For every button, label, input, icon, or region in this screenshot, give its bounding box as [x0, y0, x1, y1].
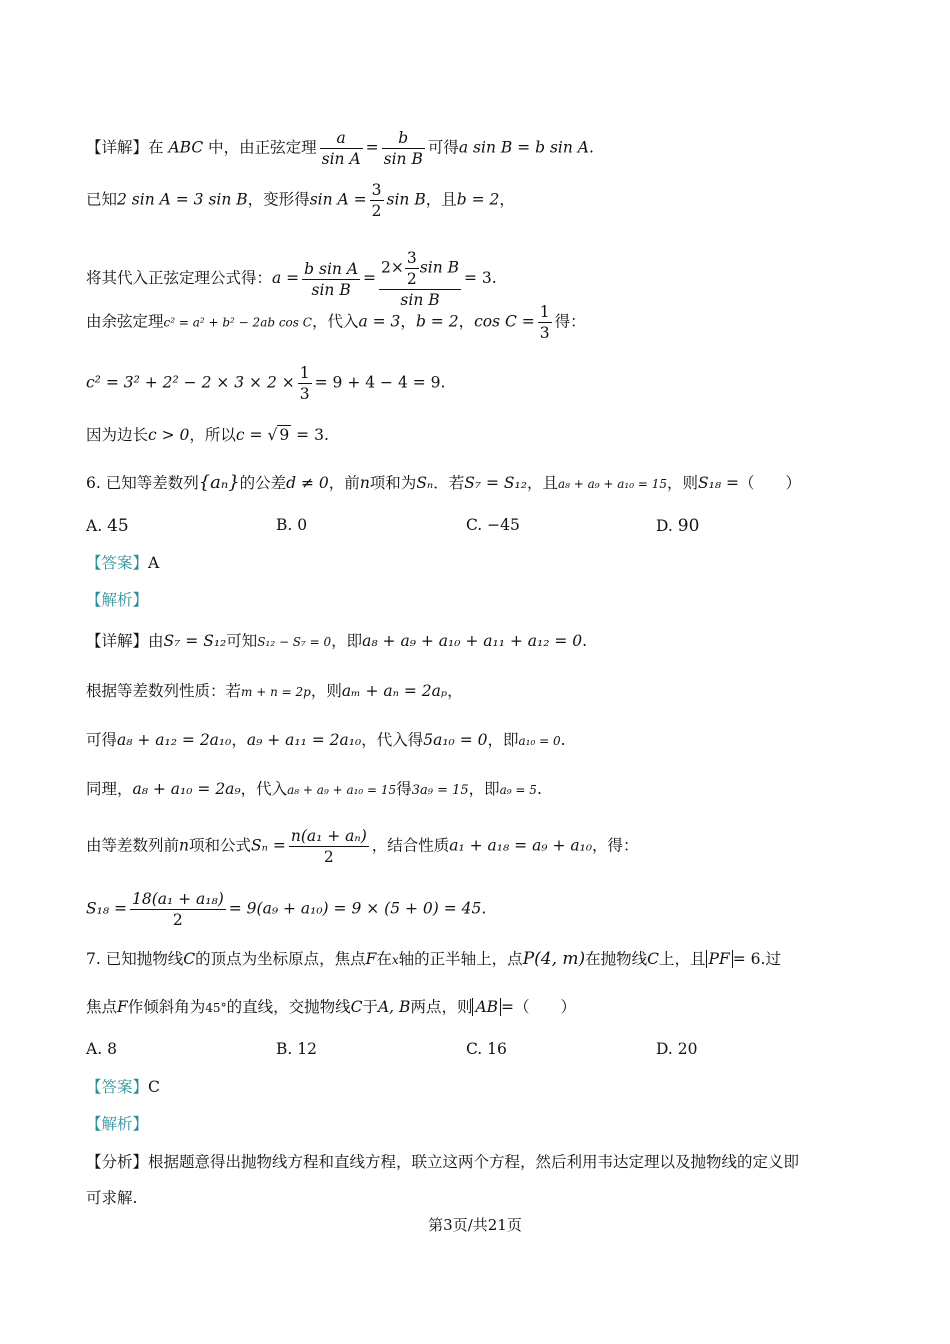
fraction-sn: $\frac{\text{n(a₁ + aₙ)}}{2}$ [290, 827, 367, 866]
detail-line-4: 由余弦定理c² = a² + b² − 2ab cos C，代入a = 3，b = 2，cos C = $\frac{1}{3}$ 得： [86, 303, 586, 342]
fraction-1-3: $\frac{1}{3}$ [299, 364, 310, 403]
q6-option-d: D. 90 [656, 516, 700, 536]
equation: a sin B = b sin A [458, 138, 589, 157]
q6-detail-2: 根据等差数列性质：若m + n = 2p，则aₘ + aₙ = 2aₚ， [86, 682, 463, 700]
fraction-s18: $\frac{\text{18(a₁ + a₁₈)}}{2}$ [131, 890, 224, 929]
triangle-name: ABC [168, 138, 204, 157]
q6-detail-3: 可得a₈ + a₁₂ = 2a₁₀，a₉ + a₁₁ = 2a₁₀，代入得5a₁₀ = 0，即a₁₀ = 0. [86, 731, 566, 749]
detail-line-2: 已知2 sin A = 3 sin B，变形得sin A = $\frac{3}{2}$ sin B，且b = 2， [86, 181, 515, 220]
fraction-b-sinB: $\frac{b}{\text{sin B}}$ [383, 129, 423, 168]
detail-label: 【详解】 [86, 138, 149, 157]
q6-answer: 【答案】A [86, 554, 160, 572]
abs-pf: PF [706, 950, 733, 968]
q7-analysis-text-2: 可求解. [86, 1189, 138, 1207]
q6-analysis-label: 【解析】 [86, 591, 149, 609]
detail-line-1: 【详解】在 ABC 中，由正弦定理 $\frac{a}{\text{sin A}}$ = $\frac{b}{\text{sin B}}$ 可得a sin B = b sin A. [86, 129, 594, 168]
fraction-a-sinA: $\frac{a}{\text{sin A}}$ [321, 129, 361, 168]
fraction-bsinA-sinB: $\frac{\text{b sin A}}{\text{sin B}}$ [304, 259, 359, 299]
q6-option-a: A. 45 [86, 516, 129, 536]
page-footer: 第3页/共21页 [428, 1216, 522, 1234]
q7-analysis-label: 【解析】 [86, 1115, 149, 1133]
fraction-1-3: $\frac{1}{3}$ [539, 303, 550, 342]
q7-stem-line-2: 焦点F作倾斜角为45°的直线，交抛物线C于A, B两点，则 AB =（ ） [86, 998, 577, 1016]
q7-answer: 【答案】C [86, 1078, 160, 1096]
abs-ab: AB [472, 998, 501, 1016]
q7-stem-line-1: 7. 已知抛物线C的顶点为坐标原点，焦点F在x轴的正半轴上，点P(4, m)在抛物线C上，且 PF = 6.过 [86, 949, 781, 969]
q7-analysis-text-1: 【分析】根据题意得出抛物线方程和直线方程，联立这两个方程，然后利用韦达定理以及抛物线的定义即 [86, 1153, 800, 1171]
sqrt-9: 9 [279, 426, 290, 444]
fraction-3-2: $\frac{3}{2}$ [371, 181, 382, 220]
q6-option-c: C. −45 [466, 516, 520, 534]
detail-line-6: 因为边长c > 0，所以c = √ 9 = 3. [86, 426, 329, 444]
q7-option-b: B. 12 [276, 1040, 317, 1058]
q6-detail-4: 同理，a₈ + a₁₀ = 2a₉，代入a₈ + a₉ + a₁₀ = 15得3a₉ = 15，即a₉ = 5. [86, 780, 542, 798]
q6-detail-6: S₁₈ = $\frac{\text{18(a₁ + a₁₈)}}{2}$ = 9(a₉ + a₁₀) = 9 × (5 + 0) = 45. [86, 890, 487, 929]
q6-detail-1: 【详解】由S₇ = S₁₂可知S₁₂ − S₇ = 0，即a₈ + a₉ + a₁₀ + a₁₁ + a₁₂ = 0. [86, 632, 588, 650]
detail-line-5: c² = 3² + 2² − 2 × 3 × 2 × $\frac{1}{3}$ = 9 + 4 − 4 = 9. [86, 364, 446, 403]
q7-option-d: D. 20 [656, 1040, 698, 1058]
fraction-compound: 2× $\frac{3}{2}$ sin B sin B [381, 249, 459, 309]
q6-stem: 6. 已知等差数列{aₙ}的公差d ≠ 0，前n项和为Sₙ．若S₇ = S₁₂，且a₈ + a₉ + a₁₀ = 15，则S₁₈ =（ ） [86, 472, 802, 493]
q6-detail-5: 由等差数列前n项和公式Sₙ = $\frac{\text{n(a₁ + aₙ)}}{2}$ ，结合性质a₁ + a₁₈ = a₉ + a₁₀，得： [86, 827, 639, 866]
q7-option-a: A. 8 [86, 1040, 117, 1058]
q6-option-b: B. 0 [276, 516, 308, 534]
detail-line-3: 将其代入正弦定理公式得：a = $\frac{\text{b sin A}}{\text{sin B}}$ = 2× $\frac{3}{2}$ sin B sin B = 3. [86, 249, 497, 309]
equation: 2 sin A = 3 sin B [117, 190, 248, 209]
q7-option-c: C. 16 [466, 1040, 507, 1058]
